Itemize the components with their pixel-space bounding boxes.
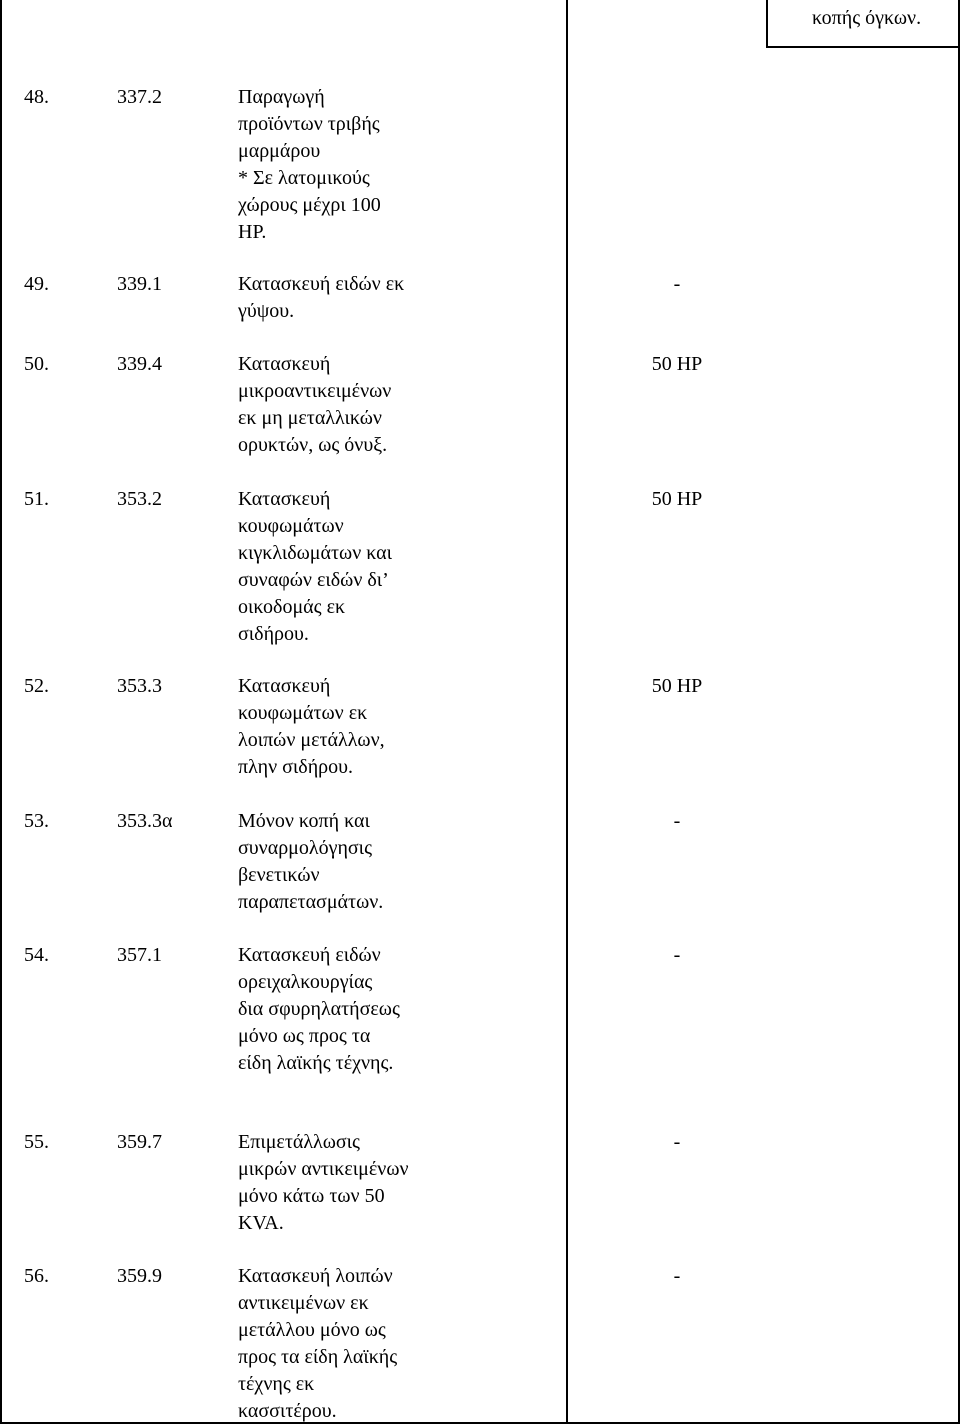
activity-description: Κατασκευή ειδών ορειχαλκουργίας δια σφυρηλατήσεως μόνο ως προς τα είδη λαϊκής τέχνης. [238, 944, 400, 1074]
activity-code: 357.1 [117, 944, 162, 966]
row-number: 49. [24, 273, 49, 295]
activity-description: Κατασκευή λοιπών αντικειμένων εκ μετάλλου μόνο ως προς τα είδη λαϊκής τέχνης εκ κασσιτέρου. [238, 1265, 398, 1422]
activity-code: 337.2 [117, 86, 162, 108]
power-limit: 50 HP [651, 353, 703, 375]
activity-description: Κατασκευή ειδών εκ γύψου. [238, 273, 405, 322]
activity-code: 353.3 [117, 675, 162, 697]
row-number: 53. [24, 810, 49, 832]
column-divider [566, 0, 568, 1424]
activity-description: Παραγωγή προϊόντων τριβής μαρμάρου * Σε λατομικούς χώρους μέχρι 100 HP. [238, 86, 381, 243]
activity-description: Κατασκευή κουφωμάτων εκ λοιπών μετάλλων, πλην σιδήρου. [238, 675, 385, 778]
power-limit: - [673, 1265, 681, 1287]
power-limit: - [673, 810, 681, 832]
row-number: 56. [24, 1265, 49, 1287]
power-limit: 50 HP [651, 675, 703, 697]
row-number: 52. [24, 675, 49, 697]
activity-description: Κατασκευή μικροαντικειμένων εκ μη μεταλλικών ορυκτών, ως όνυξ. [238, 353, 392, 456]
power-limit: - [673, 273, 681, 295]
power-limit: - [673, 944, 681, 966]
row-number: 54. [24, 944, 49, 966]
row-number: 50. [24, 353, 49, 375]
previous-page-text: κοπής όγκων. [812, 7, 922, 29]
activity-code: 339.1 [117, 273, 162, 295]
row-number: 51. [24, 488, 49, 510]
row-number: 48. [24, 86, 49, 108]
power-limit: - [673, 1131, 681, 1153]
activity-code: 339.4 [117, 353, 162, 375]
activity-description: Κατασκευή κουφωμάτων κιγκλιδωμάτων και συναφών ειδών δι’ οικοδομάς εκ σιδήρου. [238, 488, 393, 645]
power-limit: 50 HP [651, 488, 703, 510]
activity-code: 359.9 [117, 1265, 162, 1287]
activity-code: 353.3α [117, 810, 173, 832]
activity-description: Μόνον κοπή και συναρμολόγησις βενετικών παραπετασμάτων. [238, 810, 384, 913]
activity-code: 353.2 [117, 488, 162, 510]
activity-code: 359.7 [117, 1131, 162, 1153]
activity-description: Επιμετάλλωσις μικρών αντικειμένων μόνο κάτω των 50 KVA. [238, 1131, 409, 1234]
row-number: 55. [24, 1131, 49, 1153]
